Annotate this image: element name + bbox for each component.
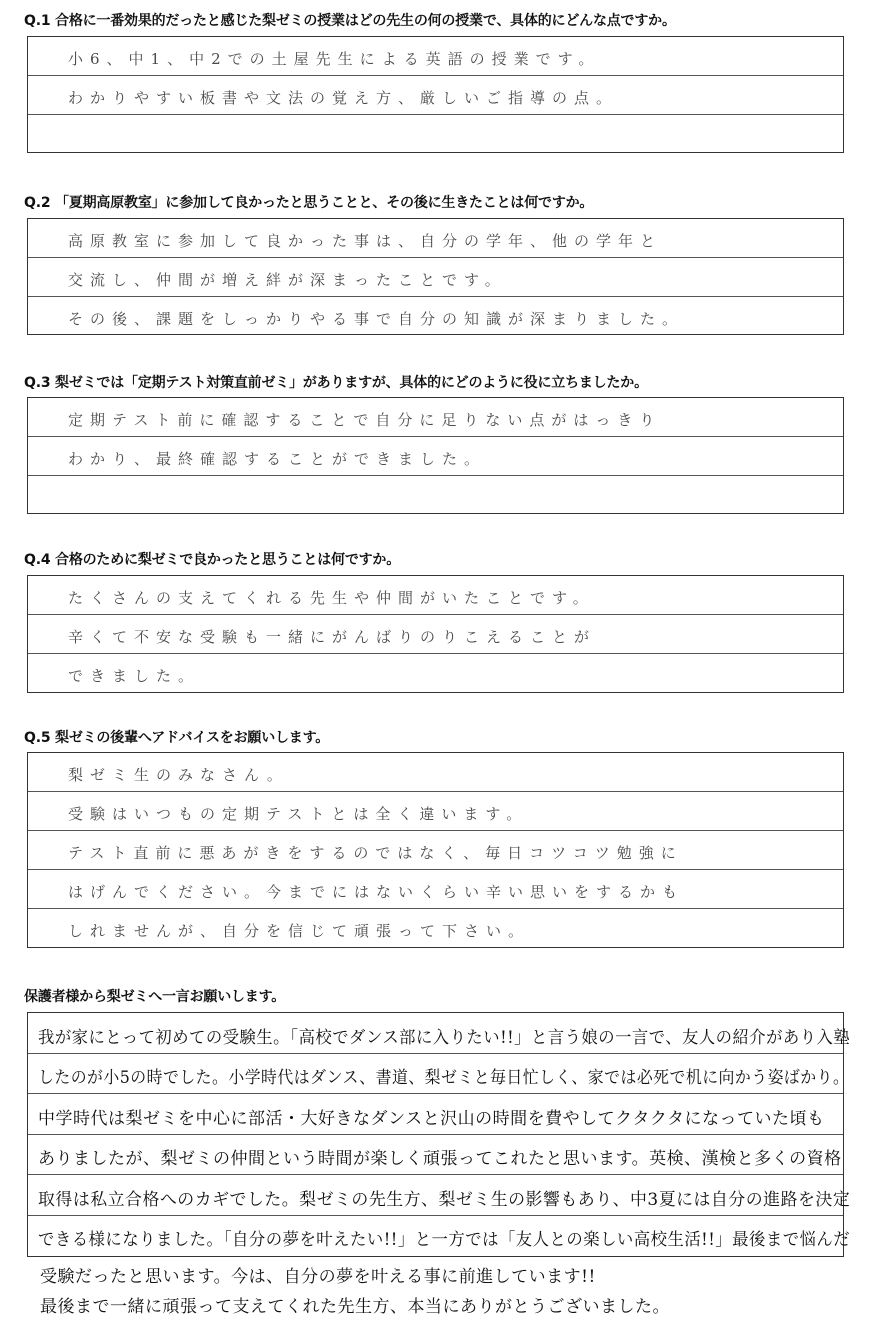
q4-answer-line-2: 辛くて不安な受験も一緒にがんばりのりこえることが — [68, 628, 597, 646]
ruled-line — [28, 1134, 843, 1135]
ruled-line — [28, 75, 843, 76]
ruled-line — [28, 1053, 843, 1054]
parent-comment-line-8: 最後まで一緒に頑張って支えてくれた先生方、本当にありがとうございました。 — [40, 1297, 670, 1317]
parent-comment-line-4: ありましたが、梨ゼミの仲間という時間が楽しく頑張ってこれたと思います。英検、漢検と多くの資格 — [38, 1149, 842, 1169]
q1-answer-line-2: わかりやすい板書や文法の覚え方、厳しいご指導の点。 — [68, 89, 619, 107]
q5-answer-box — [27, 752, 844, 948]
q5-answer-line-5: しれませんが、自分を信じて頑張って下さい。 — [68, 922, 531, 940]
ruled-line — [28, 791, 843, 792]
ruled-line — [28, 1215, 843, 1216]
q5-answer-line-4: はげんでください。今までにはないくらい辛い思いをするかも — [68, 883, 685, 901]
q4-answer-box — [27, 575, 844, 693]
q5-answer-line-1: 梨ゼミ生のみなさん。 — [68, 766, 289, 784]
ruled-line — [28, 1174, 843, 1175]
ruled-line — [28, 830, 843, 831]
q4-answer-line-3: できました。 — [68, 667, 201, 685]
ruled-line — [28, 475, 843, 476]
parent-comment-line-2: したのが小5の時でした。小学時代はダンス、書道、梨ゼミと毎日忙しく、家では必死で机に向かう姿ばかり。 — [38, 1068, 850, 1088]
q3-title: Q.3 梨ゼミでは「定期テスト対策直前ゼミ」がありますが、具体的にどのように役に立ちましたか。 — [24, 375, 648, 391]
q1-answer-line-1: 小6、中1、中2での土屋先生による英語の授業です。 — [68, 50, 601, 68]
ruled-line — [28, 257, 843, 258]
q1-title: Q.1 合格に一番効果的だったと感じた梨ゼミの授業はどの先生の何の授業で、具体的にどんな点ですか。 — [24, 13, 676, 29]
q2-answer-line-1: 高原教室に参加して良かった事は、自分の学年、他の学年と — [68, 232, 663, 250]
q3-answer-line-2: わかり、最終確認することができました。 — [68, 450, 487, 468]
ruled-line — [28, 436, 843, 437]
q3-answer-box — [27, 397, 844, 514]
parent-comment-line-6: できる様になりました。「自分の夢を叶えたい!!」と一方では「友人との楽しい高校生活!!」最後まで悩んだ — [38, 1230, 851, 1250]
ruled-line — [28, 296, 843, 297]
parent-comment-line-5: 取得は私立合格へのカギでした。梨ゼミの先生方、梨ゼミ生の影響もあり、中3夏には自分の進路を決定 — [38, 1190, 851, 1210]
parent-comment-line-1: 我が家にとって初めての受験生。「高校でダンス部に入りたい!!」と言う娘の一言で、友人の紹介があり入塾 — [38, 1028, 851, 1048]
q2-answer-line-3: その後、課題をしっかりやる事で自分の知識が深まりました。 — [68, 310, 685, 328]
ruled-line — [28, 869, 843, 870]
ruled-line — [28, 653, 843, 654]
q5-answer-line-3: テスト直前に悪あがきをするのではなく、毎日コツコツ勉強に — [68, 844, 683, 862]
ruled-line — [28, 1093, 843, 1094]
q2-title: Q.2 「夏期高原教室」に参加して良かったと思うことと、その後に生きたことは何ですか。 — [24, 195, 594, 211]
q1-answer-box — [27, 36, 844, 153]
ruled-line — [28, 908, 843, 909]
parent-comment-box — [27, 1012, 851, 1257]
q4-answer-line-1: たくさんの支えてくれる先生や仲間がいたことです。 — [68, 589, 595, 607]
q4-title: Q.4 合格のために梨ゼミで良かったと思うことは何ですか。 — [24, 552, 401, 568]
ruled-line — [28, 114, 843, 115]
parent-comment-line-3: 中学時代は梨ゼミを中心に部活・大好きなダンスと沢山の時間を費やしてクタクタになっていた頃も — [38, 1109, 825, 1129]
q3-answer-line-1: 定期テスト前に確認することで自分に足りない点がはっきり — [68, 411, 662, 429]
q5-title: Q.5 梨ゼミの後輩へアドバイスをお願いします。 — [24, 730, 330, 746]
parent-title: 保護者様から梨ゼミへ一言お願いします。 — [24, 989, 286, 1005]
ruled-line — [28, 614, 843, 615]
q2-answer-box — [27, 218, 844, 335]
q5-answer-line-2: 受験はいつもの定期テストとは全く違います。 — [68, 805, 529, 823]
parent-comment-line-7: 受験だったと思います。今は、自分の夢を叶える事に前進しています!! — [40, 1267, 596, 1287]
q2-answer-line-2: 交流し、仲間が増え絆が深まったことです。 — [68, 271, 507, 289]
